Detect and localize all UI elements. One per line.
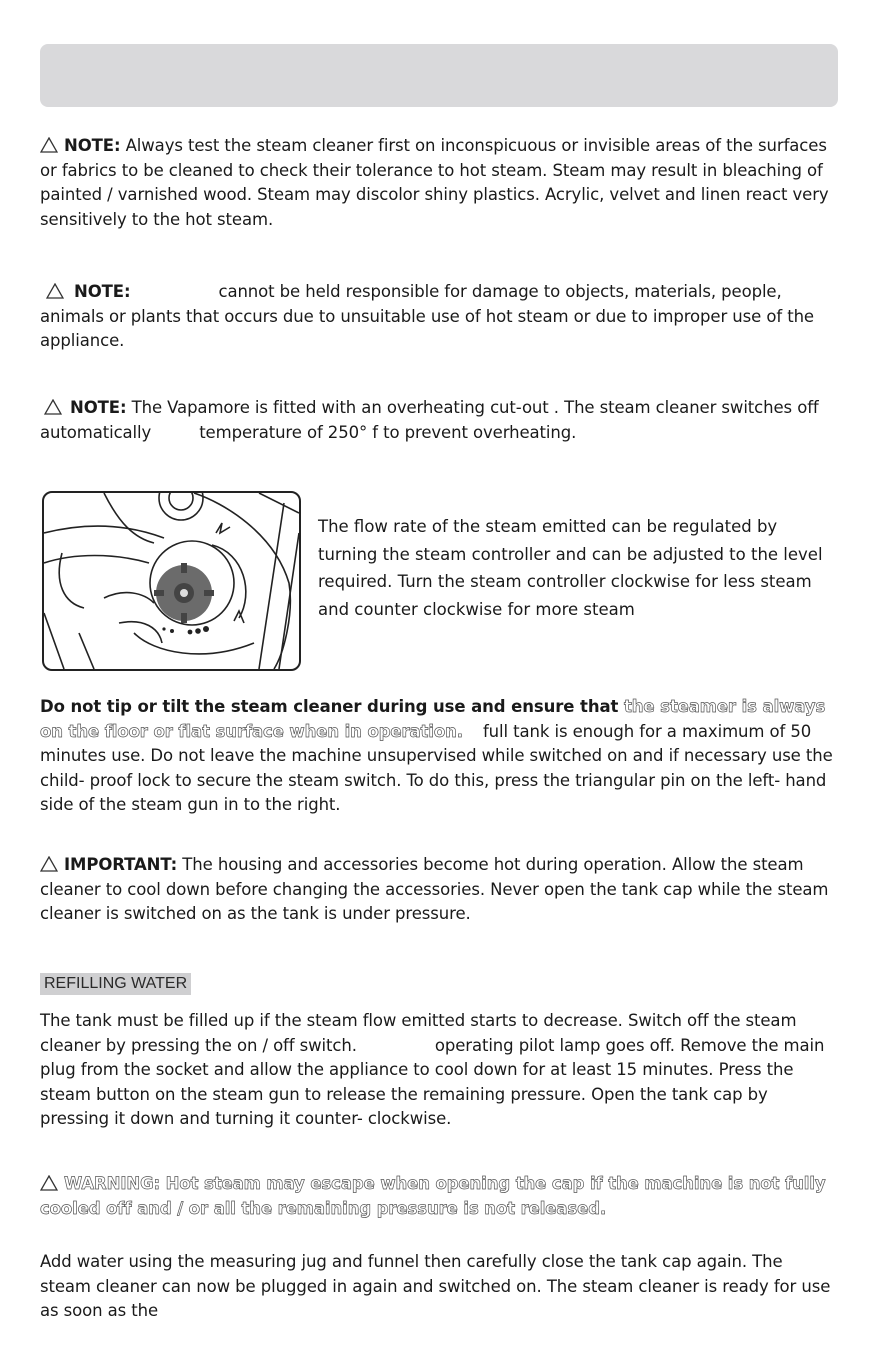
refilling-text-b: operating pilot lamp goes off. Remove the main plug from the socket and allow the appliance to cool down for at least 15 minutes. Press the steam button on the steam gun to release the remaining pressure. Open the tank cap by pressing it down and turning it counter- clockwise. <box>40 1035 825 1129</box>
tip-outlined-text: the steamer is always on the floor or flat surface when in operation. <box>40 697 826 741</box>
warning-triangle-icon <box>40 856 58 872</box>
warning-paragraph <box>40 1172 835 1221</box>
warning-text: WARNING: Hot steam may escape when opening the cap if the machine is not fully cooled off and / or all the remaining pressure is not released. <box>40 1174 826 1218</box>
tip-paragraph <box>40 695 835 818</box>
steam-controller-drawing <box>44 493 299 669</box>
important-text: The housing and accessories become hot during operation. Allow the steam cleaner to cool down before changing the accessories. Never open the tank cap while the steam cleaner is switched on as the tank is under pressure. <box>40 855 829 924</box>
warning-triangle-icon <box>40 1175 58 1191</box>
important-label: IMPORTANT: <box>64 855 178 874</box>
important-paragraph <box>40 853 835 927</box>
final-paragraph: Add water using the measuring jug and funnel then carefully close the tank cap again. The steam cleaner can now be plugged in again and switched on. The steam cleaner is ready for use as soon as the <box>40 1252 831 1321</box>
warning-triangle-icon <box>44 399 62 415</box>
note-1-text: Always test the steam cleaner first on inconspicuous or invisible areas of the surfaces or fabrics to be cleaned to check their tolerance to hot steam. Steam may result in bleaching of painted / varnished wood. Steam may discolor shiny plastics. Acrylic, velvet and linen react very sensitively to the hot steam. <box>40 136 829 229</box>
note-2-label: NOTE: <box>74 282 131 301</box>
refilling-water-heading: REFILLING WATER <box>40 973 191 995</box>
warning-triangle-icon <box>40 137 58 153</box>
header-bar <box>40 44 838 107</box>
note-3 <box>40 396 835 445</box>
steam-controller-illustration <box>42 491 301 671</box>
steam-flow-description: The flow rate of the steam emitted can be regulated by turning the steam controller and can be adjusted to the level required. Turn the steam controller clockwise for less steam and counter clockwise for more steam <box>318 517 823 619</box>
note-1 <box>40 134 835 232</box>
note-2 <box>40 280 835 354</box>
note-1-label: NOTE: <box>64 136 121 155</box>
note-3-label: NOTE: <box>70 398 127 417</box>
note-3-text-b: temperature of 250° f to prevent overheating. <box>199 422 577 442</box>
note-3-text-a: The Vapamore is fitted with an overheating cut-out . The steam cleaner switches off automatically <box>40 398 819 442</box>
note-2-text: cannot be held responsible for damage to objects, materials, people, animals or plants that occurs due to unsuitable use of hot steam or due to improper use of the appliance. <box>40 282 814 351</box>
tip-bold-text: Do not tip or tilt the steam cleaner during use and ensure that <box>40 697 619 716</box>
tip-rest-text: full tank is enough for a maximum of 50 minutes use. Do not leave the machine unsupervised while switched on and if necessary use the child- proof lock to secure the steam switch. To do this, press the triangular pin on the left- hand side of the steam gun in to the right. <box>40 721 833 815</box>
refilling-paragraph <box>40 1009 835 1132</box>
refilling-text-a: The tank must be filled up if the steam flow emitted starts to decrease. Switch off the steam cleaner by pressing the on / off switch. <box>40 1011 797 1055</box>
warning-triangle-icon <box>46 283 64 299</box>
